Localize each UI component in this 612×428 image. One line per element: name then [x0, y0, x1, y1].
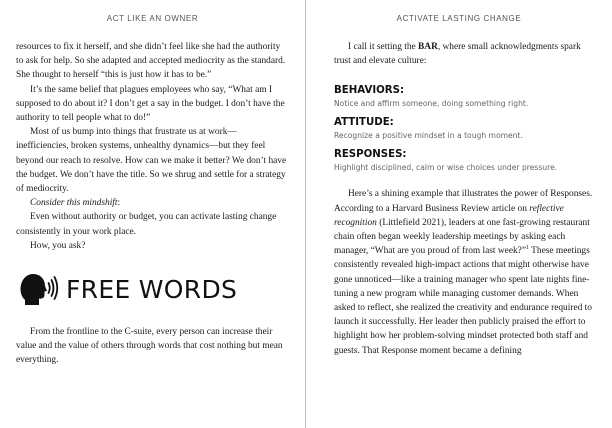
paragraph: [334, 187, 598, 357]
running-head-left: ACT LIKE AN OWNER: [106, 14, 199, 23]
paragraph: From the frontline to the C-suite, every person can increase their value and the value of others through words that cost nothing but mean everything.: [16, 327, 283, 366]
running-head-right: ACTIVATE LASTING CHANGE: [396, 14, 522, 23]
section-title: FREE WORDS: [66, 274, 238, 304]
bar-term-responses: RESPONSES:: [334, 149, 407, 161]
paragraph: It’s the same belief that plagues employees who say, “What am I supposed to do about it? I don’t get a say in the budget. I don’t have the authority to tell people what to do!”: [16, 84, 285, 124]
paragraph-text: Here’s a shining example that illustrates the power of Responses. According to a Harvard Business Review article on: [334, 189, 593, 214]
paragraph-text: (Littlefield 2021), leaders at one fast-growing restaurant chain often began weekly leadership meetings by asking each manager, “What are you proud of from last week?”: [334, 217, 590, 257]
bar-term-attitude: ATTITUDE:: [334, 117, 394, 129]
bar-description-behaviors: Notice and affirm someone, doing something right.: [334, 99, 529, 109]
bar-term-behaviors: BEHAVIORS:: [334, 85, 405, 97]
left-page: [0, 0, 305, 428]
bar-description-responses: Highlight disciplined, calm or wise choices under pressure.: [334, 163, 558, 173]
mindshift-line: [16, 196, 288, 210]
section-heading: [16, 269, 288, 309]
right-page-body: [334, 40, 598, 358]
bar-intro-end: , where small acknowledgments spark trust and elevate culture:: [334, 42, 581, 67]
bar-acronym: BAR: [418, 42, 438, 52]
mindshift-colon: :: [117, 198, 121, 209]
paragraph-text: These meetings consistently revealed high-impact actions that might otherwise have gone unnoticed—like a training manager who spent late nights fine-tuning a new program while managing customer demands. When asked to reflect, she realized the creativity and endurance required to launch it successfully. Her leader then publicly praised the effort to highlight how her problem-solving mindset protected both staff and guests. That Response moment became a defining: [334, 246, 592, 356]
paragraph: How, you ask?: [30, 240, 86, 251]
bar-intro: [334, 40, 598, 68]
right-page: [306, 0, 612, 428]
bar-list: [334, 84, 598, 173]
bar-description-attitude: Recognize a positive mindset in a tough moment.: [334, 131, 523, 141]
speaking-head-icon: [16, 269, 60, 309]
left-page-body: [16, 40, 288, 368]
mindshift-label: Consider this mindshift: [30, 198, 118, 209]
paragraph: Most of us bump into things that frustrate us at work—inefficiencies, broken systems, unhealthy dynamics—but they feel beyond our reach to resolve. How can we make it better? We don’t have the budget. We don’t have the title. So we shrug and settle for a strategy of mediocrity.: [16, 127, 287, 195]
article-term: reflective recognition: [334, 203, 564, 228]
paragraph: resources to fix it herself, and she didn’t feel like she had the authority to ask for help. So she adapted and accepted mediocrity as the standard. She thought to herself “this is just how it has to be.”: [16, 42, 286, 81]
paragraph: Even without authority or budget, you can activate lasting change consistently in your work place.: [16, 212, 277, 237]
footnote-marker[interactable]: 1: [526, 245, 529, 252]
bar-intro-start: I call it setting the: [348, 42, 419, 52]
